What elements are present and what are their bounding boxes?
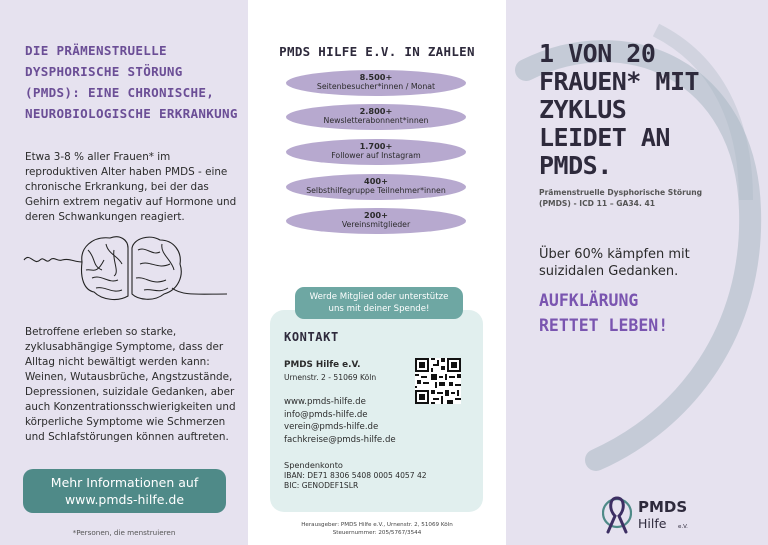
headline-line: 1 VON 20	[539, 39, 656, 68]
call-to-action	[539, 288, 759, 338]
konto-label: Spendenkonto	[284, 460, 343, 470]
more-info-line1: Mehr Informationen auf	[50, 475, 199, 490]
email-link-verein[interactable]: verein@pmds-hilfe.de	[284, 422, 379, 432]
contact-address: Urnenstr. 2 - 51069 Köln	[284, 373, 377, 382]
contact-heading: KONTAKT	[284, 330, 339, 344]
headline-line: PMDS.	[539, 151, 612, 180]
symptoms-paragraph: Betroffene erleben so starke, zyklusabhängige Symptome, dass der Alltag nicht bewältigt werden kann: Weinen, Wutausbrüche, Angstzustände, Depressionen, suizidale Gedanken, aber auch Konzentrationsschwierigkeiten und körperliche Symptome wie Schmerzen und Schlafstörungen können auftreten.	[25, 326, 236, 443]
bic: BIC: GENODEF1SLR	[284, 481, 359, 490]
stat-number: 2.800+	[359, 106, 393, 116]
stat-number: 200+	[364, 210, 388, 220]
stat-number: 400+	[364, 176, 388, 186]
more-info-button[interactable]	[23, 469, 226, 513]
join-bubble[interactable]	[295, 287, 463, 319]
iban: IBAN: DE71 8306 5408 0005 4057 42	[284, 470, 427, 480]
contact-org: PMDS Hilfe e.V.	[284, 360, 361, 370]
stat-number: 8.500+	[359, 72, 393, 82]
bank-account	[284, 460, 427, 492]
imprint	[248, 522, 506, 537]
stat-pill	[286, 208, 466, 234]
stat-label: Selbsthilfegruppe Teilnehmer*innen	[306, 186, 446, 195]
right-panel	[506, 0, 768, 545]
logo-word-pmds: PMDS	[638, 498, 688, 516]
stat-pill	[286, 174, 466, 200]
left-title: DIE PRÄMENSTRUELLE DYSPHORISCHE STÖRUNG (PMDS): EINE CHRONISCHE, NEUROBIOLOGISCHE ERKRANKUNG	[25, 43, 238, 121]
brain-line-art-icon	[22, 230, 227, 305]
footnote: *Personen, die menstruieren	[72, 528, 176, 537]
left-panel	[0, 0, 248, 545]
qr-code-icon[interactable]	[415, 358, 461, 404]
diagnosis-subtitle	[539, 188, 749, 209]
stat-label: Vereinsmitglieder	[341, 220, 411, 229]
pmds-hilfe-logo	[602, 494, 702, 536]
imprint-line1: Herausgeber: PMDS Hilfe e.V., Urnenstr. 2, 51069 Köln	[301, 522, 453, 528]
stat-label: Newsletterabonnent*innen	[323, 116, 429, 125]
cta-line2: RETTET LEBEN!	[539, 316, 669, 335]
stat-label: Seitenbesucher*innen / Monat	[316, 82, 436, 91]
join-line2: uns mit deiner Spende!	[328, 304, 430, 314]
website-link[interactable]: www.pmds-hilfe.de	[284, 397, 366, 407]
stat-pill	[286, 104, 466, 130]
email-link-info[interactable]: info@pmds-hilfe.de	[284, 409, 368, 420]
suicide-fact: Über 60% kämpfen mit suizidalen Gedanken.	[539, 247, 690, 279]
cta-line1: AUFKLÄRUNG	[539, 291, 639, 310]
intro-paragraph: Etwa 3-8 % aller Frauen* im reproduktiven Alter haben PMDS - eine chronische Erkrankung, bei der das Gehirn extrem negativ auf Hormone und deren Schwankungen reagiert.	[25, 151, 237, 223]
more-info-url: www.pmds-hilfe.de	[64, 492, 185, 507]
awareness-ribbon-icon	[602, 494, 632, 536]
email-link-fachkreise[interactable]: fachkreise@pmds-hilfe.de	[284, 434, 396, 445]
logo-word-ev: e.V.	[678, 524, 688, 530]
middle-panel	[248, 0, 506, 545]
subtitle-line2: (PMDS) - ICD 11 – GA34. 41	[539, 198, 656, 208]
stat-number: 1.700+	[359, 141, 393, 151]
headline-line: FRAUEN* MIT	[539, 67, 700, 96]
stat-pill	[286, 70, 466, 96]
headline-line: ZYKLUS	[539, 95, 627, 124]
contact-links	[284, 396, 396, 446]
stat-pill	[286, 139, 466, 165]
imprint-line2: Steuernummer: 205/5767/3544	[332, 529, 422, 536]
headline	[539, 40, 764, 180]
stat-label: Follower auf Instagram	[331, 151, 421, 160]
join-line1: Werde Mitglied oder unterstütze	[309, 292, 449, 302]
stats-title: PMDS HILFE E.V. IN ZAHLEN	[279, 44, 475, 59]
subtitle-line1: Prämenstruelle Dysphorische Störung	[539, 188, 703, 197]
logo-word-hilfe: Hilfe	[638, 516, 667, 531]
headline-line: LEIDET AN	[539, 123, 670, 152]
